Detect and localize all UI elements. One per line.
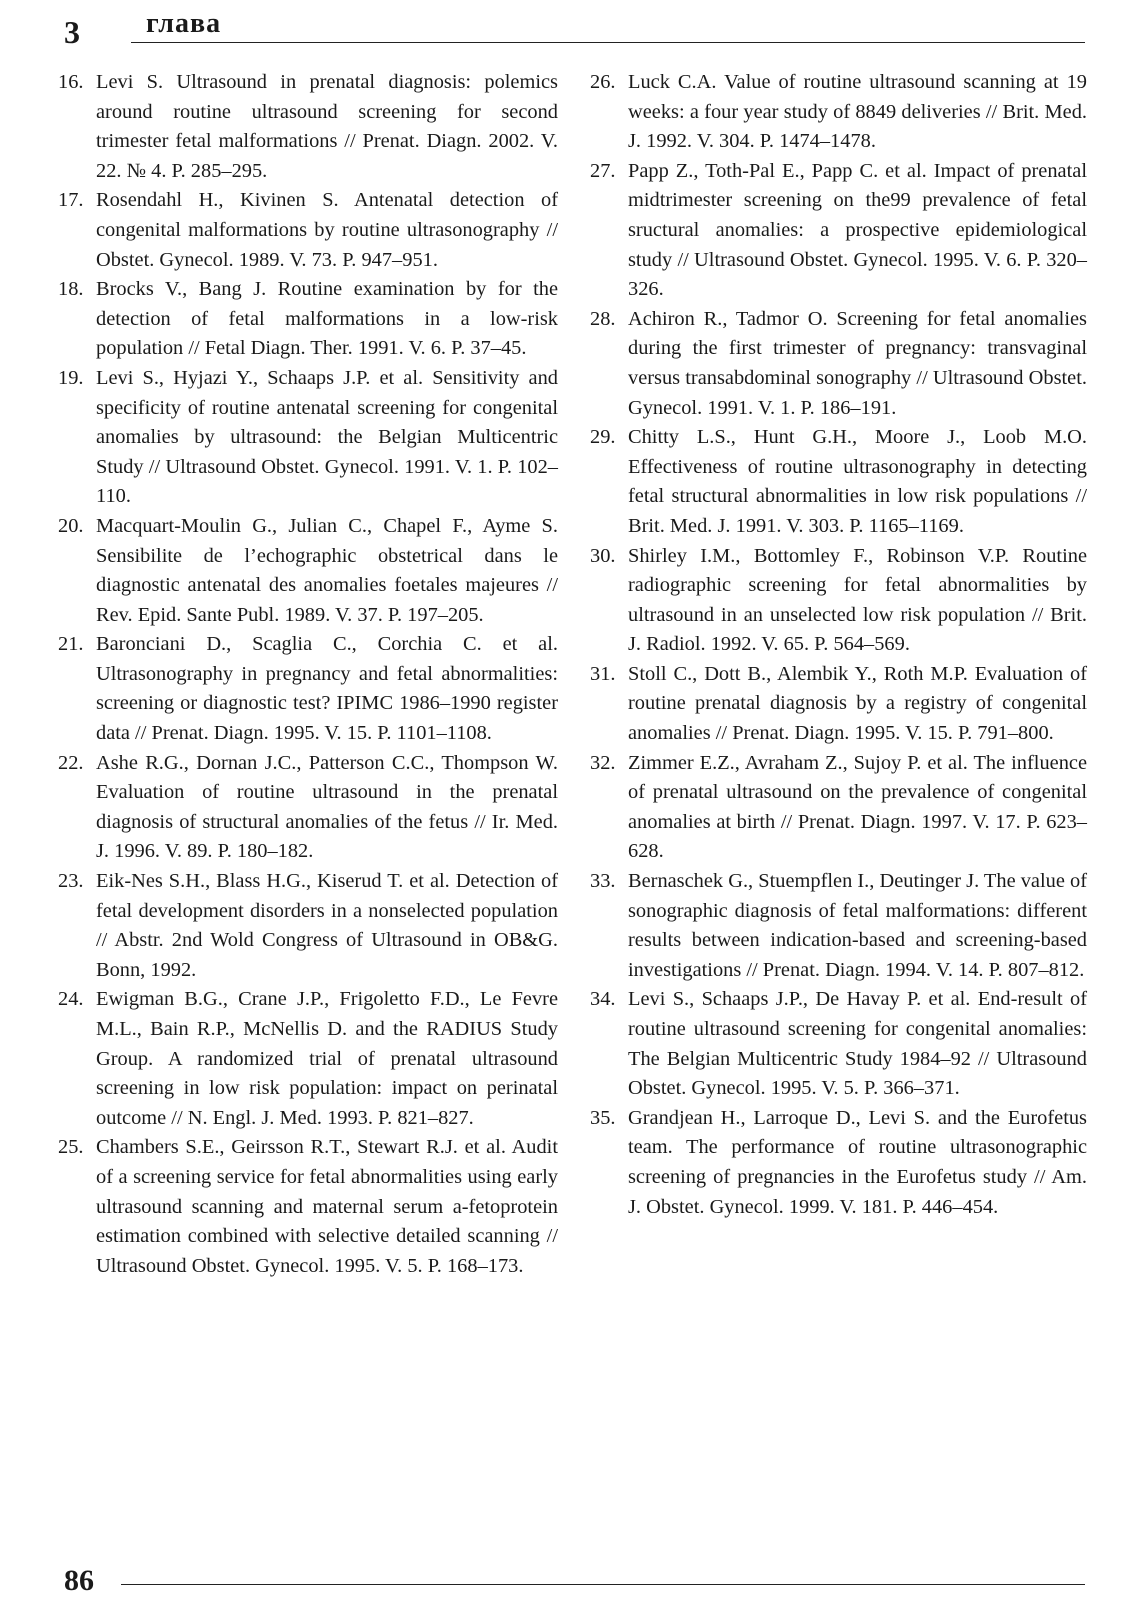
- reference-text: Papp Z., Toth-Pal E., Papp C. et al. Impact of prenatal midtrimester screening on the99 prevalence of fetal sructural anomalies: a prospective epidemiological study // Ultrasound Obstet. Gynecol. 1995. V. 6. P. 320–326.: [628, 159, 1087, 301]
- reference-text: Luck C.A. Value of routine ultrasound scanning at 19 weeks: a four year study of 8849 deliveries // Brit. Med. J. 1992. V. 304. P. 1474–1478.: [628, 71, 1087, 153]
- reference-text: Shirley I.M., Bottomley F., Robinson V.P. Routine radiographic screening for fetal abnormalities by ultrasound in an unselected low risk population // Brit. J. Radiol. 1992. V. 65. P. 564–569.: [628, 544, 1087, 656]
- reference-text: Chitty L.S., Hunt G.H., Moore J., Loob M.O. Effectiveness of routine ultrasonography in detecting fetal structural abnormalities in low risk populations // Brit. Med. J. 1991. V. 303. P. 1165–1169.: [628, 426, 1087, 537]
- reference-text: Bernaschek G., Stuempflen I., Deutinger J. The value of sonographic diagnosis of fetal malformations: different results between indication-based and screening-based investigations // Prenat. Diagn. 1994. V. 14. P. 807–812.: [628, 870, 1087, 981]
- reference-text: Eik-Nes S.H., Blass H.G., Kiserud T. et al. Detection of fetal development disorders in a nonselected population // Abstr. 2nd Wold Congress of Ultrasound in OB&G. Bonn, 1992.: [96, 870, 558, 981]
- reference-item: [58, 364, 558, 512]
- reference-text: Zimmer E.Z., Avraham Z., Sujoy P. et al. The influence of prenatal ultrasound on the prevalence of congenital anomalies at birth // Prenat. Diagn. 1997. V. 17. P. 623–628.: [628, 751, 1087, 863]
- page-footer: [64, 1564, 1085, 1600]
- reference-text: Levi S. Ultrasound in prenatal diagnosis: polemics around routine ultrasound screening for second trimester fetal malformations // Prenat. Diagn. 2002. V. 22. № 4. P. 285–295.: [96, 71, 558, 182]
- page-header: [64, 8, 1085, 48]
- reference-number: 24.: [58, 988, 84, 1011]
- reference-number: 17.: [58, 189, 84, 212]
- reference-number: 25.: [58, 1136, 84, 1159]
- reference-number: 34.: [590, 988, 616, 1011]
- reference-number: 23.: [58, 870, 84, 893]
- reference-item: [590, 423, 1087, 541]
- reference-item: [58, 186, 558, 275]
- reference-text: Ewigman B.G., Crane J.P., Frigoletto F.D., Le Fevre M.L., Bain R.P., McNellis D. and the RADIUS Study Group. A randomized trial of prenatal ultrasound screening in low risk population: impact on perinatal outcome // N. Engl. J. Med. 1993. P. 821–827.: [96, 988, 558, 1129]
- reference-text: Grandjean H., Larroque D., Levi S. and the Eurofetus team. The performance of routine ultrasonographic screening of pregnancies in the Eurofetus study // Am. J. Obstet. Gynecol. 1999. V. 181. P. 446–454.: [628, 1106, 1087, 1218]
- reference-text: Brocks V., Bang J. Routine examination by for the detection of fetal malformations in a low-risk population // Fetal Diagn. Ther. 1991. V. 6. P. 37–45.: [96, 278, 558, 360]
- reference-item: [590, 305, 1087, 423]
- reference-number: 30.: [590, 544, 616, 567]
- reference-item: [590, 985, 1087, 1103]
- reference-item: [590, 867, 1087, 985]
- reference-number: 29.: [590, 426, 616, 449]
- reference-item: [590, 1104, 1087, 1222]
- reference-item: [58, 512, 558, 630]
- reference-number: 32.: [590, 751, 616, 774]
- reference-text: Rosendahl H., Kivinen S. Antenatal detection of congenital malformations by routine ultrasonography // Obstet. Gynecol. 1989. V. 73. P. 947–951.: [96, 189, 558, 271]
- reference-item: [590, 660, 1087, 749]
- reference-item: [58, 630, 558, 748]
- reference-number: 27.: [590, 159, 616, 182]
- reference-item: [590, 68, 1087, 157]
- reference-number: 20.: [58, 514, 84, 537]
- reference-number: 26.: [590, 71, 616, 93]
- reference-number: 16.: [58, 71, 84, 93]
- references-right-column: [590, 68, 1087, 1222]
- reference-text: Macquart-Moulin G., Julian C., Chapel F., Ayme S. Sensibilite de l’echographic obstetrical dans le diagnostic antenatal des anomalies foetales majeures // Rev. Epid. Sante Publ. 1989. V. 37. P. 197–205.: [96, 514, 558, 626]
- reference-item: [58, 867, 558, 985]
- page-number: 86: [64, 1564, 94, 1597]
- footer-divider: [121, 1584, 1085, 1585]
- reference-number: 28.: [590, 307, 616, 330]
- reference-item: [590, 749, 1087, 867]
- references-left-column: [58, 68, 558, 1281]
- reference-text: Chambers S.E., Geirsson R.T., Stewart R.J. et al. Audit of a screening service for fetal abnormalities using early ultrasound scanning and maternal serum a-fetoprotein estimation combined with selective detailed scanning // Ultrasound Obstet. Gynecol. 1995. V. 5. P. 168–173.: [96, 1136, 558, 1277]
- reference-number: 19.: [58, 366, 84, 389]
- reference-item: [58, 749, 558, 867]
- header-divider: [131, 42, 1085, 43]
- reference-number: 18.: [58, 278, 84, 301]
- reference-text: Levi S., Hyjazi Y., Schaaps J.P. et al. Sensitivity and specificity of routine antenatal screening for congenital anomalies by ultrasound: the Belgian Multicentric Study // Ultrasound Obstet. Gynecol. 1991. V. 1. P. 102–110.: [96, 366, 558, 508]
- reference-text: Achiron R., Tadmor O. Screening for fetal anomalies during the first trimester of pregnancy: transvaginal versus transabdominal sonography // Ultrasound Obstet. Gynecol. 1991. V. 1. P. 186–191.: [628, 307, 1087, 419]
- reference-item: [590, 157, 1087, 305]
- reference-item: [58, 1133, 558, 1281]
- reference-number: 33.: [590, 870, 616, 893]
- reference-number: 35.: [590, 1106, 616, 1129]
- reference-number: 31.: [590, 662, 616, 685]
- reference-text: Stoll C., Dott B., Alembik Y., Roth M.P. Evaluation of routine prenatal diagnosis by a registry of congenital anomalies // Prenat. Diagn. 1995. V. 15. P. 791–800.: [628, 662, 1087, 745]
- reference-item: [590, 542, 1087, 660]
- reference-number: 21.: [58, 633, 84, 656]
- chapter-number: 3: [64, 14, 80, 50]
- reference-number: 22.: [58, 751, 84, 774]
- reference-item: [58, 275, 558, 364]
- chapter-label: глава: [146, 8, 222, 39]
- reference-item: [58, 68, 558, 186]
- reference-text: Baronciani D., Scaglia C., Corchia C. et al. Ultrasonography in pregnancy and fetal abnormalities: screening or diagnostic test? IPIMC 1986–1990 register data // Prenat. Diagn. 1995. V. 15. P. 1101–1108.: [96, 633, 558, 745]
- reference-text: Ashe R.G., Dornan J.C., Patterson C.C., Thompson W. Evaluation of routine ultrasound in the prenatal diagnosis of structural anomalies of the fetus // Ir. Med. J. 1996. V. 89. P. 180–182.: [96, 751, 558, 863]
- reference-text: Levi S., Schaaps J.P., De Havay P. et al. End-result of routine ultrasound screening for congenital anomalies: The Belgian Multicentric Study 1984–92 // Ultrasound Obstet. Gynecol. 1995. V. 5. P. 366–371.: [628, 988, 1087, 1100]
- reference-item: [58, 985, 558, 1133]
